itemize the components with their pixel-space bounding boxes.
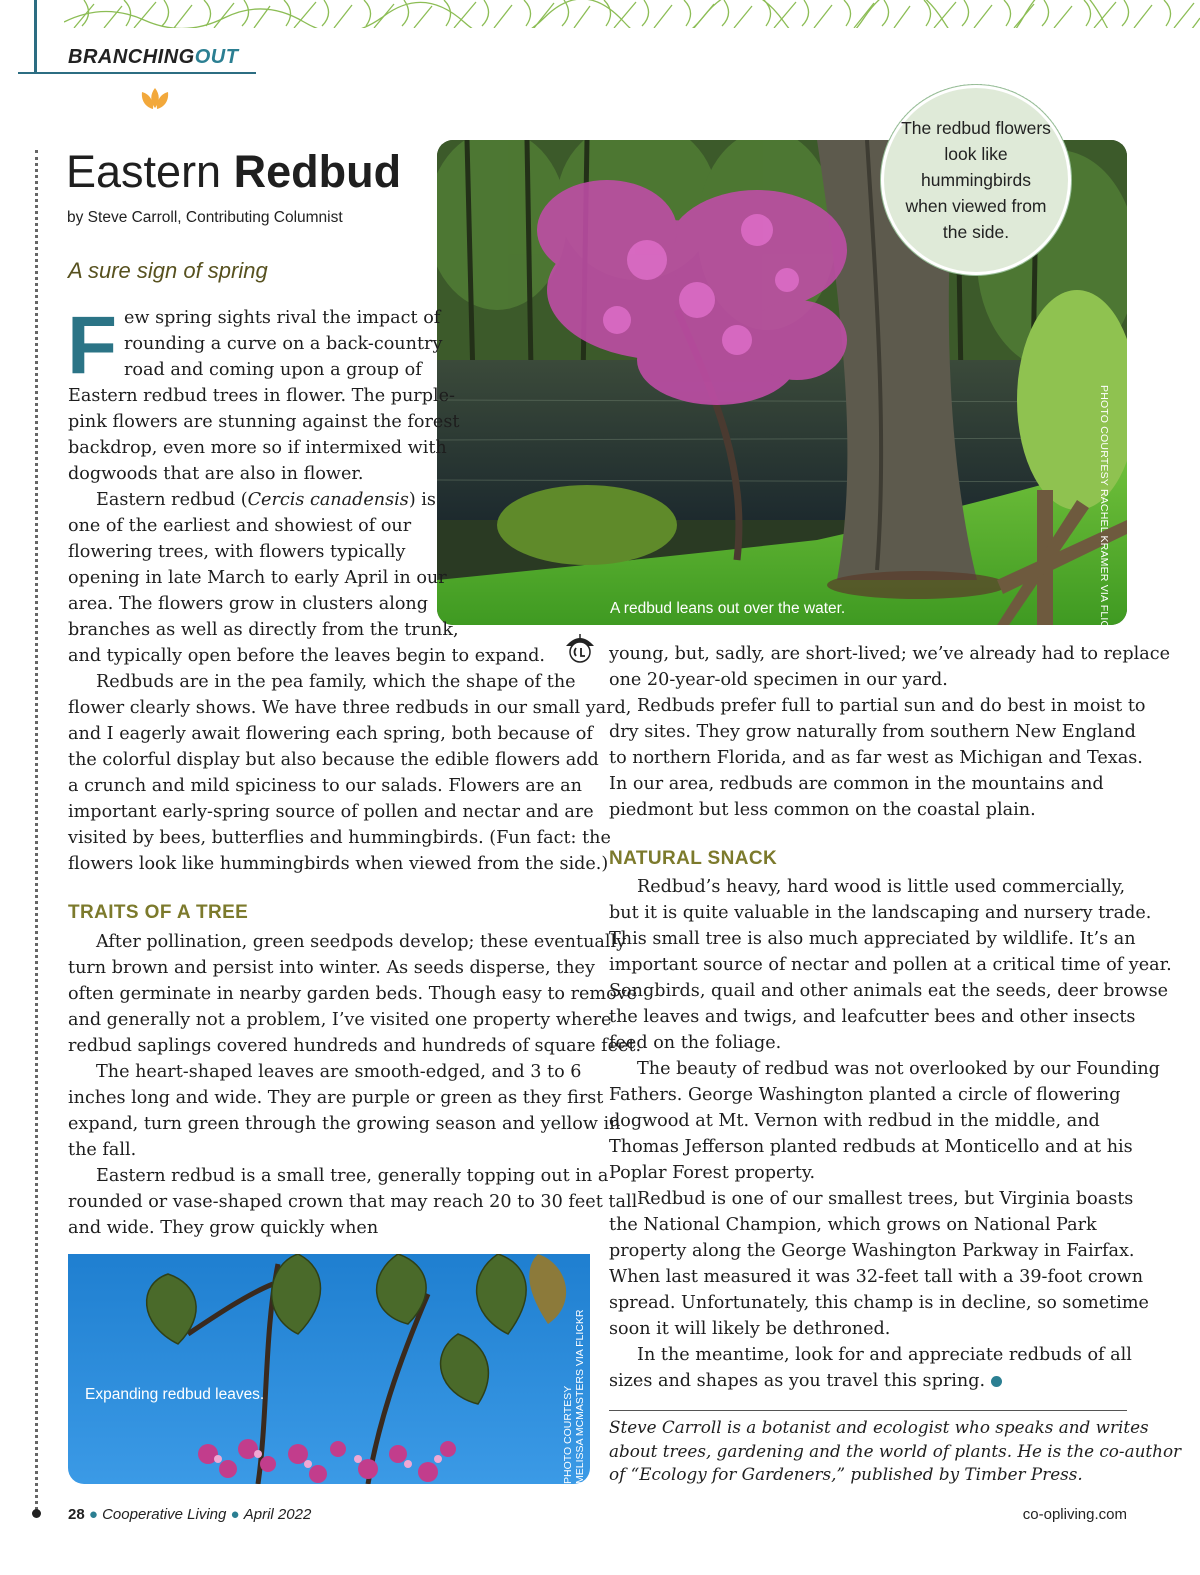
text-line: the National Champion, which grows on National Park — [609, 1215, 1097, 1235]
text-line: Redbuds are in the pea family, which the shape of the — [96, 672, 576, 692]
p2-prefix: Eastern redbud ( — [96, 490, 248, 510]
cooperative-living-logo-icon — [562, 630, 598, 666]
subhead-traits: TRAITS OF A TREE — [68, 902, 249, 923]
hummingbird-callout — [884, 88, 1068, 272]
main-photo-credit: PHOTO COURTESY RACHEL KRAMER VIA FLICKR — [1098, 385, 1110, 644]
text-line: When last measured it was 32-feet tall with a 39-foot crown — [609, 1267, 1144, 1287]
bio-line: about trees, gardening and the world of plants. He is the co-author — [609, 1440, 1182, 1461]
title-regular: Eastern — [66, 146, 234, 197]
bio-divider — [609, 1410, 1127, 1411]
column-2-top-text — [609, 641, 1170, 823]
footer-website[interactable]: co-opliving.com — [1022, 1506, 1127, 1523]
leaves-credit-line-2: MELISSA MCMASTERS VIA FLICKR — [574, 1309, 586, 1484]
section-title — [68, 46, 238, 69]
leaves-photo-caption: Expanding redbud leaves. — [85, 1386, 265, 1403]
page-number: 28 — [68, 1506, 85, 1523]
text-line: Redbud’s heavy, hard wood is little used commercially, — [637, 877, 1126, 897]
text-line: expand, turn green through the growing season and yellow in — [68, 1114, 621, 1134]
latin-name: Cercis canadensis — [247, 490, 409, 510]
text-line: After pollination, green seedpods develop; these eventually — [96, 932, 627, 952]
text-line: piedmont but less common on the coastal plain. — [609, 800, 1036, 820]
text-line: flowers look like hummingbirds when viewed from the side.) — [68, 854, 609, 874]
text-line: Fathers. George Washington planted a circle of flowering — [609, 1085, 1121, 1105]
text-line: feed on the foliage. — [609, 1033, 782, 1053]
author-bio — [609, 1416, 1181, 1487]
text-line: a crunch and mild spiciness to our salads. Flowers are an — [68, 776, 582, 796]
redbud-leaves-photo — [68, 1254, 590, 1484]
text-line: turn brown and persist into winter. As seeds disperse, they — [68, 958, 595, 978]
text-line: often germinate in nearby garden beds. Though easy to remove — [68, 984, 638, 1004]
snack-section-text — [609, 874, 1172, 1394]
column-1-text — [68, 383, 631, 877]
text-line: Eastern redbud trees in flower. The purple- — [68, 386, 455, 406]
p2-suffix: ) is — [408, 490, 436, 510]
page-footer-left — [68, 1506, 311, 1523]
leaves-credit-line-1: PHOTO COURTESY — [562, 1385, 574, 1484]
bio-line: of “Ecology for Gardeners,” published by Timber Press. — [609, 1464, 1083, 1484]
text-line: area. The flowers grow in clusters along — [68, 594, 429, 614]
text-line: In the meantime, look for and appreciate redbuds of all — [637, 1345, 1132, 1365]
article-deck: A sure sign of spring — [68, 258, 268, 283]
text-line: the fall. — [68, 1140, 137, 1160]
publication-name: Cooperative Living — [102, 1506, 227, 1523]
text-line: and I eagerly await flowering each spring, both because of — [68, 724, 593, 744]
closing-line: sizes and shapes as you travel this spring. — [609, 1371, 986, 1391]
traits-section-text — [68, 929, 641, 1241]
text-line: visited by bees, butterflies and hummingbirds. (Fun fact: the — [68, 828, 611, 848]
text-line: to northern Florida, and as far west as Michigan and Texas. — [609, 748, 1143, 768]
text-line: flower clearly shows. We have three redbuds in our small yard, — [68, 698, 632, 718]
text-line: Redbud is one of our smallest trees, but Virginia boasts — [637, 1189, 1134, 1209]
text-line: important source of nectar and pollen at a critical time of year. — [609, 955, 1172, 975]
text-line: Poplar Forest property. — [609, 1163, 816, 1183]
intro-lines-beside-dropcap — [124, 305, 442, 383]
text-line: The heart-shaped leaves are smooth-edged, and 3 to 6 — [96, 1062, 582, 1082]
text-line: Eastern redbud is a small tree, generally topping out in a — [96, 1166, 609, 1186]
footer-separator-icon: ● — [230, 1506, 240, 1523]
text-line: and typically open before the leaves begin to expand. — [68, 646, 546, 666]
leaf-border — [64, 0, 1200, 28]
text-line: The beauty of redbud was not overlooked by our Founding — [637, 1059, 1160, 1079]
subhead-snack: NATURAL SNACK — [609, 848, 778, 869]
text-line: but it is quite valuable in the landscaping and nursery trade. — [609, 903, 1152, 923]
drop-cap: F — [67, 300, 118, 391]
byline: by Steve Carroll, Contributing Columnist — [67, 209, 343, 226]
title-bold: Redbud — [233, 146, 402, 197]
issue-date: April 2022 — [243, 1506, 312, 1523]
callout-text: The redbud flowers look like hummingbirds when viewed from the side. — [901, 118, 1051, 242]
text-line: road and coming upon a group of — [124, 360, 422, 380]
header-side-rule — [34, 0, 37, 74]
text-line: dogwood at Mt. Vernon with redbud in the middle, and — [609, 1111, 1100, 1131]
margin-rule-end-dot — [32, 1509, 41, 1518]
text-line: redbud saplings covered hundreds and hundreds of square feet. — [68, 1036, 642, 1056]
end-mark-icon — [991, 1376, 1002, 1387]
text-line: important early-spring source of pollen and nectar and are — [68, 802, 594, 822]
text-line: and wide. They grow quickly when — [68, 1218, 379, 1238]
dotted-margin-rule — [35, 150, 38, 1510]
text-line: pink flowers are stunning against the forest — [68, 412, 460, 432]
text-line: branches as well as directly from the trunk, — [68, 620, 459, 640]
text-line: In our area, redbuds are common in the mountains and — [609, 774, 1104, 794]
text-line: Redbuds prefer full to partial sun and do best in moist to — [637, 696, 1146, 716]
text-line: dry sites. They grow naturally from southern New England — [609, 722, 1136, 742]
leaves-photo-credit — [562, 1310, 586, 1484]
footer-separator-icon: ● — [88, 1506, 98, 1523]
section-title-word2: OUT — [194, 46, 239, 68]
text-line: one 20-year-old specimen in our yard. — [609, 670, 948, 690]
header-underline — [18, 72, 256, 74]
text-line: This small tree is also much appreciated by wildlife. It’s an — [609, 929, 1136, 949]
text-line: young, but, sadly, are short-lived; we’ve already had to replace — [609, 644, 1170, 664]
text-line — [68, 487, 631, 513]
text-line: the leaves and twigs, and leafcutter bees and other insects — [609, 1007, 1136, 1027]
bio-line: Steve Carroll is a botanist and ecologist who speaks and writes — [609, 1417, 1149, 1437]
text-line: property along the George Washington Parkway in Fairfax. — [609, 1241, 1135, 1261]
text-line: ew spring sights rival the impact of — [124, 308, 441, 328]
text-line: soon it will likely be dethroned. — [609, 1319, 891, 1339]
text-line: inches long and wide. They are purple or green as they first — [68, 1088, 604, 1108]
text-line: and generally not a problem, I’ve visited one property where — [68, 1010, 612, 1030]
text-line: backdrop, even more so if intermixed with — [68, 438, 447, 458]
text-line: Songbirds, quail and other animals eat the seeds, deer browse — [609, 981, 1169, 1001]
text-line: rounding a curve on a back-country — [124, 334, 443, 354]
text-line: flowering trees, with flowers typically — [68, 542, 406, 562]
text-line: dogwoods that are also in flower. — [68, 464, 364, 484]
text-line: the colorful display but also because the edible flowers add — [68, 750, 599, 770]
text-line: spread. Unfortunately, this champ is in decline, so sometime — [609, 1293, 1149, 1313]
text-line: opening in late March to early April in our — [68, 568, 447, 588]
text-line: rounded or vase-shaped crown that may reach 20 to 30 feet tall — [68, 1192, 638, 1212]
text-line — [609, 1368, 1172, 1394]
main-photo-caption: A redbud leans out over the water. — [610, 600, 846, 617]
section-title-word1: BRANCHING — [68, 46, 195, 68]
article-title — [66, 146, 401, 198]
lotus-icon — [134, 84, 176, 112]
text-line: one of the earliest and showiest of our — [68, 516, 412, 536]
text-line: Thomas Jefferson planted redbuds at Monticello and at his — [609, 1137, 1133, 1157]
